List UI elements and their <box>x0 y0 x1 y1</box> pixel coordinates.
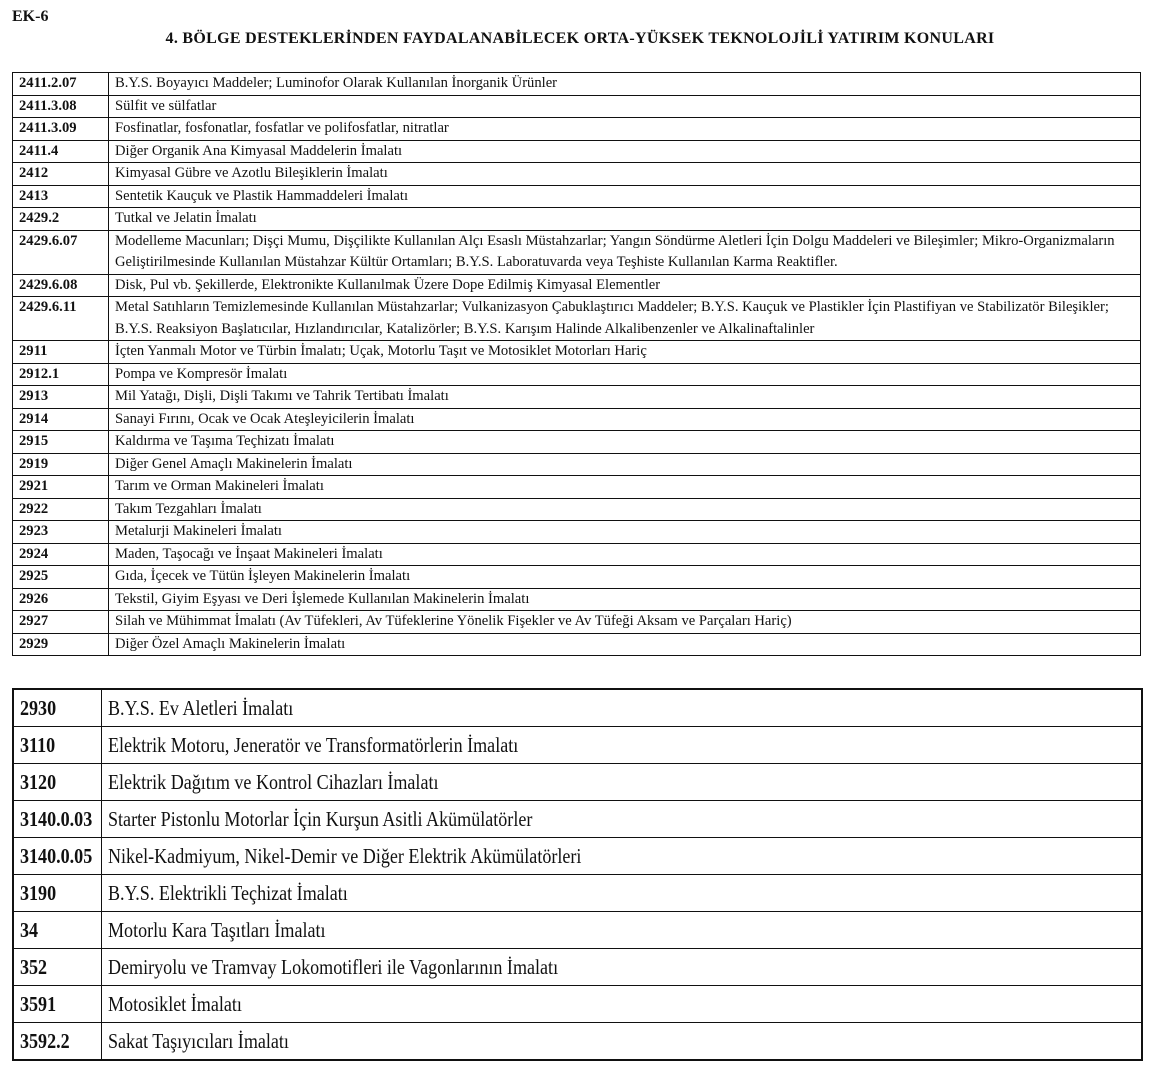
activity-code: 2411.4 <box>13 140 109 163</box>
activity-code: 2924 <box>13 543 109 566</box>
activity-description: Takım Tezgahları İmalatı <box>109 498 1141 521</box>
activity-description: Diğer Organik Ana Kimyasal Maddelerin İmalatı <box>109 140 1141 163</box>
activity-description: Fosfinatlar, fosfonatlar, fosfatlar ve polifosfatlar, nitratlar <box>109 118 1141 141</box>
table-row <box>13 118 1141 141</box>
table-row <box>13 73 1141 96</box>
investment-table-lower <box>12 688 1143 1061</box>
activity-description: Elektrik Dağıtım ve Kontrol Cihazları İmalatı <box>107 770 439 794</box>
activity-description: Motorlu Kara Taşıtları İmalatı <box>107 918 326 942</box>
activity-description: Gıda, İçecek ve Tütün İşleyen Makinelerin İmalatı <box>109 566 1141 589</box>
activity-code: 2927 <box>13 611 109 634</box>
activity-description: Elektrik Motoru, Jeneratör ve Transformatörlerin İmalatı <box>107 733 518 757</box>
activity-code: 2913 <box>13 386 109 409</box>
activity-description: Nikel-Kadmiyum, Nikel-Demir ve Diğer Elektrik Akümülatörleri <box>107 844 581 868</box>
activity-description: Sakat Taşıyıcıları İmalatı <box>107 1029 289 1053</box>
table-row <box>13 1023 1142 1061</box>
document-title: 4. BÖLGE DESTEKLERİNDEN FAYDALANABİLECEK ORTA-YÜKSEK TEKNOLOJİLİ YATIRIM KONULARI <box>165 30 995 47</box>
table-row <box>13 208 1141 231</box>
table-row <box>13 498 1141 521</box>
activity-description: Sülfit ve sülfatlar <box>109 95 1141 118</box>
table-row <box>13 386 1141 409</box>
activity-code: 2429.6.07 <box>13 230 109 274</box>
activity-description: Sanayi Fırını, Ocak ve Ocak Ateşleyicilerin İmalatı <box>109 408 1141 431</box>
table-row <box>13 453 1141 476</box>
activity-description: Diğer Özel Amaçlı Makinelerin İmalatı <box>109 633 1141 656</box>
table-row <box>13 633 1141 656</box>
table-row <box>13 408 1141 431</box>
table-row <box>13 689 1142 727</box>
activity-description: Disk, Pul vb. Şekillerde, Elektronikte Kullanılmak Üzere Dope Edilmiş Kimyasal Elementler <box>109 274 1141 297</box>
activity-code: 2429.6.08 <box>13 274 109 297</box>
table-row <box>13 986 1142 1023</box>
activity-description: Pompa ve Kompresör İmalatı <box>109 363 1141 386</box>
activity-description: Modelleme Macunları; Dişçi Mumu, Dişçilikte Kullanılan Alçı Esaslı Müstahzarlar; Yangın Söndürme Aletleri İçin Dolgu Maddeleri ve Bileşimler; Mikro-Organizmaların Geliştirilmesinde Kullanılan Müstahzar Kültür Ortamları; B.Y.S. Laboratuvarda veya Teşhiste Kullanılan Karma Reaktifler. <box>109 230 1141 274</box>
activity-code: 2413 <box>13 185 109 208</box>
activity-code: 2922 <box>13 498 109 521</box>
table-row <box>13 274 1141 297</box>
activity-code: 2915 <box>13 431 109 454</box>
table-row <box>13 611 1141 634</box>
table-row <box>13 476 1141 499</box>
activity-description: Motosiklet İmalatı <box>107 992 242 1016</box>
activity-code: 2914 <box>13 408 109 431</box>
table-row <box>13 949 1142 986</box>
activity-description: Kaldırma ve Taşıma Teçhizatı İmalatı <box>109 431 1141 454</box>
table-row <box>13 95 1141 118</box>
activity-code: 2411.2.07 <box>13 73 109 96</box>
activity-code: 2923 <box>13 521 109 544</box>
activity-code: 352 <box>20 955 48 979</box>
table-row <box>13 727 1142 764</box>
table-row <box>13 543 1141 566</box>
table-row <box>13 566 1141 589</box>
table-row <box>13 588 1141 611</box>
activity-code: 3110 <box>20 733 56 757</box>
table-row <box>13 341 1141 364</box>
activity-code: 3190 <box>20 881 57 905</box>
table-row <box>13 431 1141 454</box>
activity-code: 2911 <box>13 341 109 364</box>
activity-description: Mil Yatağı, Dişli, Dişli Takımı ve Tahrik Tertibatı İmalatı <box>109 386 1141 409</box>
activity-code: 2411.3.08 <box>13 95 109 118</box>
table-row <box>13 297 1141 341</box>
activity-code: 3120 <box>20 770 57 794</box>
table-row <box>13 230 1141 274</box>
activity-description: Diğer Genel Amaçlı Makinelerin İmalatı <box>109 453 1141 476</box>
table-row <box>13 875 1142 912</box>
activity-description: Tutkal ve Jelatin İmalatı <box>109 208 1141 231</box>
investment-table-upper <box>12 72 1141 656</box>
activity-code: 2412 <box>13 163 109 186</box>
activity-description: Sentetik Kauçuk ve Plastik Hammaddeleri İmalatı <box>109 185 1141 208</box>
annex-label: EK-6 <box>12 8 49 25</box>
activity-code: 3140.0.03 <box>20 807 93 831</box>
table-row <box>13 801 1142 838</box>
activity-code: 2921 <box>13 476 109 499</box>
activity-description: Tekstil, Giyim Eşyası ve Deri İşlemede Kullanılan Makinelerin İmalatı <box>109 588 1141 611</box>
activity-code: 2926 <box>13 588 109 611</box>
table-row <box>13 838 1142 875</box>
activity-description: İçten Yanmalı Motor ve Türbin İmalatı; Uçak, Motorlu Taşıt ve Motosiklet Motorları Hariç <box>109 341 1141 364</box>
activity-code: 2912.1 <box>13 363 109 386</box>
activity-code: 2919 <box>13 453 109 476</box>
table-row <box>13 764 1142 801</box>
activity-description: B.Y.S. Ev Aletleri İmalatı <box>107 696 293 720</box>
activity-code: 34 <box>20 918 39 942</box>
activity-code: 2929 <box>13 633 109 656</box>
activity-description: Silah ve Mühimmat İmalatı (Av Tüfekleri, Av Tüfeklerine Yönelik Fişekler ve Av Tüfeği Aksam ve Parçaları Hariç) <box>109 611 1141 634</box>
activity-description: B.Y.S. Boyayıcı Maddeler; Luminofor Olarak Kullanılan İnorganik Ürünler <box>109 73 1141 96</box>
table-row <box>13 912 1142 949</box>
table-row <box>13 363 1141 386</box>
table-row <box>13 163 1141 186</box>
activity-description: Tarım ve Orman Makineleri İmalatı <box>109 476 1141 499</box>
activity-description: Kimyasal Gübre ve Azotlu Bileşiklerin İmalatı <box>109 163 1141 186</box>
activity-code: 2925 <box>13 566 109 589</box>
activity-code: 3140.0.05 <box>20 844 93 868</box>
activity-code: 2429.2 <box>13 208 109 231</box>
table-row <box>13 521 1141 544</box>
activity-description: B.Y.S. Elektrikli Teçhizat İmalatı <box>107 881 348 905</box>
activity-code: 2411.3.09 <box>13 118 109 141</box>
activity-code: 2930 <box>20 696 57 720</box>
activity-code: 3592.2 <box>20 1029 70 1053</box>
activity-description: Metalurji Makineleri İmalatı <box>109 521 1141 544</box>
activity-code: 3591 <box>20 992 57 1016</box>
table-row <box>13 185 1141 208</box>
activity-description: Starter Pistonlu Motorlar İçin Kurşun Asitli Akümülatörler <box>107 807 532 831</box>
activity-description: Metal Satıhların Temizlemesinde Kullanılan Müstahzarlar; Vulkanizasyon Çabuklaştırıcı Maddeler; B.Y.S. Kauçuk ve Plastikler İçin Plastifiyan ve Stabilizatör Bileşikler; B.Y.S. Reaksiyon Başlatıcılar, Hızlandırıcılar, Katalizörler; B.Y.S. Karışım Halinde Alkalibenzenler ve Alkalinaftalinler <box>109 297 1141 341</box>
activity-code: 2429.6.11 <box>13 297 109 341</box>
activity-description: Demiryolu ve Tramvay Lokomotifleri ile Vagonlarının İmalatı <box>107 955 558 979</box>
activity-description: Maden, Taşocağı ve İnşaat Makineleri İmalatı <box>109 543 1141 566</box>
table-row <box>13 140 1141 163</box>
